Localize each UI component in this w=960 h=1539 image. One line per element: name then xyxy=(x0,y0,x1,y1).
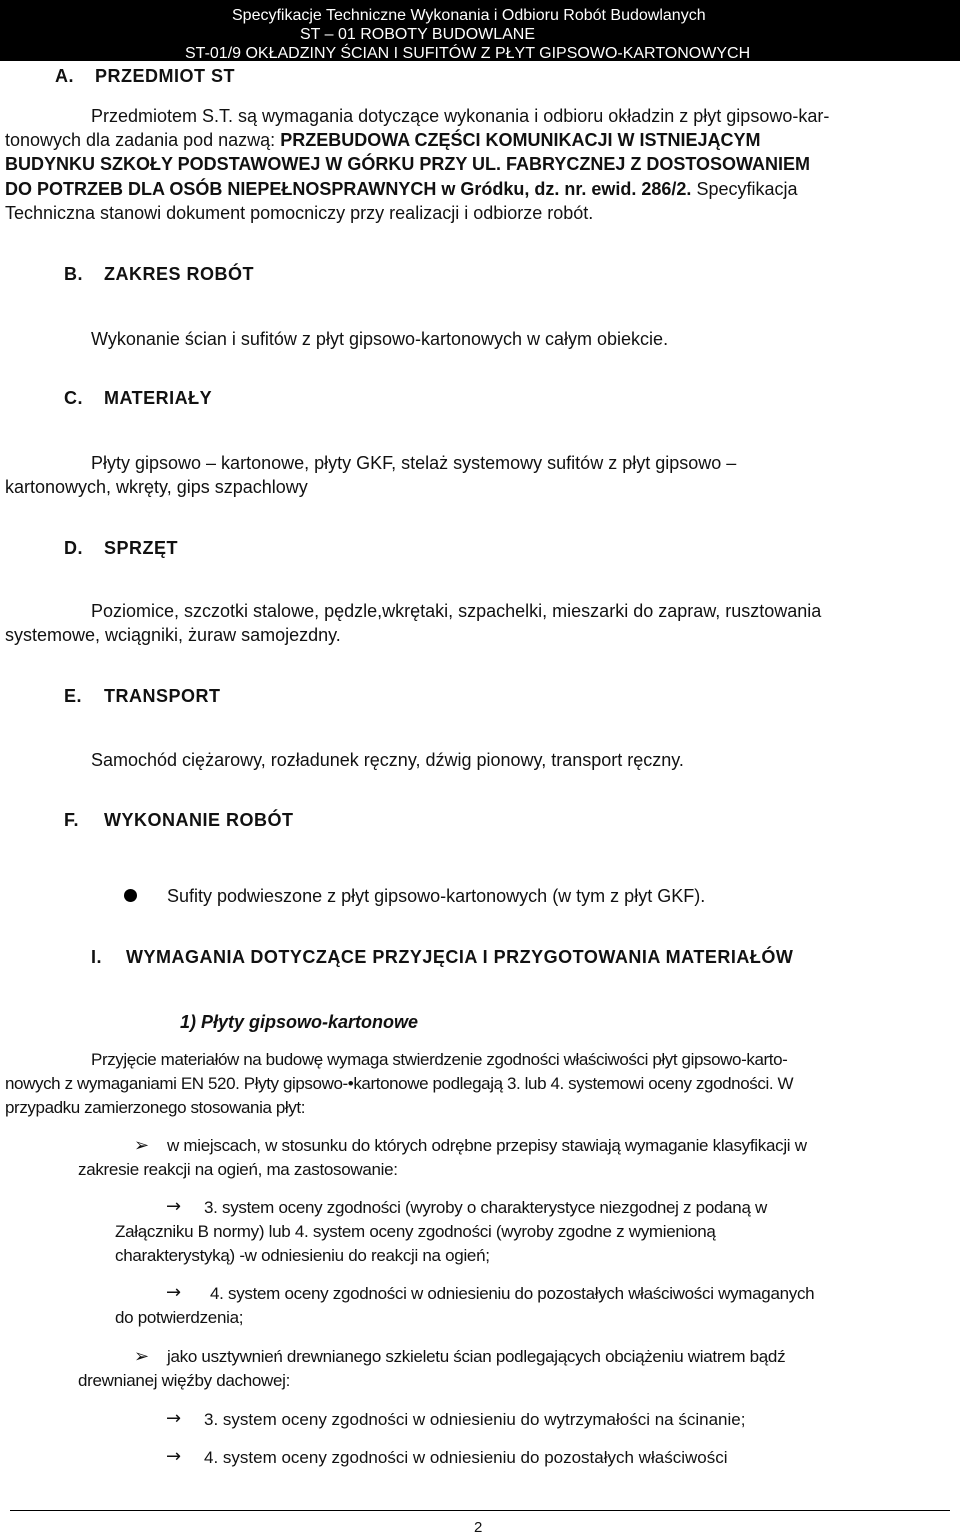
header-line-3: ST-01/9 OKŁADZINY ŚCIAN I SUFITÓW Z PŁYT GIPSOWO-KARTONOWYCH xyxy=(185,45,751,62)
section-c-title: MATERIAŁY xyxy=(104,388,213,408)
section-d-line-1: Poziomice, szczotki stalowe, pędzle,wkrętaki, szpachelki, mieszarki do zapraw, rusztowania xyxy=(91,601,822,621)
section-i-item-1a: w miejscach, w stosunku do których odrębne przepisy stawiają wymaganie klasyfikacji w xyxy=(167,1136,807,1155)
section-a-line-3: BUDYNKU SZKOŁY PODSTAWOWEJ W GÓRKU PRZY UL. FABRYCZNEJ Z DOSTOSOWANIEM xyxy=(5,154,811,174)
section-c-line-2: kartonowych, wkręty, gips szpachlowy xyxy=(5,477,308,497)
section-a-line-4b: Specyfikacja xyxy=(691,179,798,199)
section-d-line-2: systemowe, wciągniki, żuraw samojezdny. xyxy=(5,625,341,645)
section-a-line-1: Przedmiotem S.T. są wymagania dotyczące wykonania i odbioru okładzin z płyt gipsowo-kar- xyxy=(91,106,830,126)
section-i-p2: nowych z wymaganiami EN 520. Płyty gipsowo-•kartonowe podlegają 3. lub 4. systemowi oceny zgodności. W xyxy=(5,1074,794,1093)
section-d-number: D. xyxy=(64,538,83,558)
section-c-line-1: Płyty gipsowo – kartonowe, płyty GKF, stelaż systemowy sufitów z płyt gipsowo – xyxy=(91,453,737,473)
section-i-sub-4: 4. system oceny zgodności w odniesieniu do pozostałych właściwości xyxy=(204,1448,728,1467)
bullet-dot-icon xyxy=(124,889,137,902)
section-a-heading xyxy=(55,66,235,87)
chevron-right-icon: ➢ xyxy=(134,1135,150,1156)
arrow-right-icon: → xyxy=(166,1446,182,1467)
section-i-item-2b: drewnianej więźby dachowej: xyxy=(78,1371,291,1390)
section-a-title: PRZEDMIOT ST xyxy=(95,66,235,86)
section-a-line-2 xyxy=(5,128,761,152)
section-c-heading xyxy=(64,388,212,409)
section-b-number: B. xyxy=(64,264,83,284)
section-b-text: Wykonanie ścian i sufitów z płyt gipsowo-kartonowych w całym obiekcie. xyxy=(91,329,669,349)
footer-divider xyxy=(10,1510,950,1511)
section-i-p1: Przyjęcie materiałów na budowę wymaga stwierdzenie zgodności właściwości płyt gipsowo-karto- xyxy=(91,1050,788,1069)
arrow-right-icon: → xyxy=(166,1408,182,1429)
section-a-line-4a: DO POTRZEB DLA OSÓB NIEPEŁNOSPRAWNYCH w Gródku, dz. nr. ewid. 286/2. xyxy=(5,179,692,199)
header-line-1: Specyfikacje Techniczne Wykonania i Odbioru Robót Budowlanych xyxy=(232,7,706,24)
section-a-number: A. xyxy=(55,66,74,86)
section-i-item-1b: zakresie reakcji na ogień, ma zastosowanie: xyxy=(78,1160,398,1179)
section-f-title: WYKONANIE ROBÓT xyxy=(104,810,294,830)
section-a-line-2b: PRZEBUDOWA CZĘŚCI KOMUNIKACJI W ISTNIEJĄCYM xyxy=(280,130,761,150)
section-b-title: ZAKRES ROBÓT xyxy=(104,264,254,284)
section-d-title: SPRZĘT xyxy=(104,538,179,558)
section-i-sub-1b: Załączniku B normy) lub 4. system oceny zgodności (wyroby zgodne z wymienioną xyxy=(115,1222,716,1241)
section-f-bullet: Sufity podwieszone z płyt gipsowo-kartonowych (w tym z płyt GKF). xyxy=(167,886,706,906)
section-i-heading xyxy=(91,947,793,968)
page-header xyxy=(0,0,960,61)
header-line-2: ST – 01 ROBOTY BUDOWLANE xyxy=(300,26,536,43)
section-b-heading xyxy=(64,264,254,285)
section-i-sub-2a: 4. system oceny zgodności w odniesieniu do pozostałych właściwości wymaganych xyxy=(210,1284,815,1303)
section-f-number: F. xyxy=(64,810,80,830)
section-i-item-2a: jako usztywnień drewnianego szkieletu ścian podlegających obciążeniu wiatrem bądź xyxy=(167,1347,786,1366)
chevron-right-icon: ➢ xyxy=(134,1346,150,1367)
section-i-sub-1c: charakterystyką) -w odniesieniu do reakcji na ogień; xyxy=(115,1246,490,1265)
section-i-sub-1a: 3. system oceny zgodności (wyroby o charakterystyce niezgodnej z podaną w xyxy=(204,1198,768,1217)
section-a-line-2a: tonowych dla zadania pod nazwą: xyxy=(5,130,281,150)
section-c-number: C. xyxy=(64,388,83,408)
section-e-heading xyxy=(64,686,221,707)
section-a-line-4 xyxy=(5,177,798,201)
section-e-title: TRANSPORT xyxy=(104,686,221,706)
page-number: 2 xyxy=(474,1519,483,1536)
section-e-number: E. xyxy=(64,686,83,706)
section-d-heading xyxy=(64,538,178,559)
arrow-right-icon: → xyxy=(166,1196,182,1217)
section-i-p3: przypadku zamierzonego stosowania płyt: xyxy=(5,1098,306,1117)
section-a-line-5: Techniczna stanowi dokument pomocniczy przy realizacji i odbiorze robót. xyxy=(5,203,594,223)
section-i-title: WYMAGANIA DOTYCZĄCE PRZYJĘCIA I PRZYGOTOWANIA MATERIAŁÓW xyxy=(126,947,794,967)
section-i-number: I. xyxy=(91,947,103,967)
arrow-right-icon: → xyxy=(166,1282,182,1303)
section-i-subtitle: 1) Płyty gipsowo-kartonowe xyxy=(180,1012,419,1032)
section-e-text: Samochód ciężarowy, rozładunek ręczny, dźwig pionowy, transport ręczny. xyxy=(91,750,684,770)
section-i-sub-2b: do potwierdzenia; xyxy=(115,1308,244,1327)
section-f-heading xyxy=(64,810,294,831)
section-i-sub-3: 3. system oceny zgodności w odniesieniu do wytrzymałości na ścinanie; xyxy=(204,1410,746,1429)
